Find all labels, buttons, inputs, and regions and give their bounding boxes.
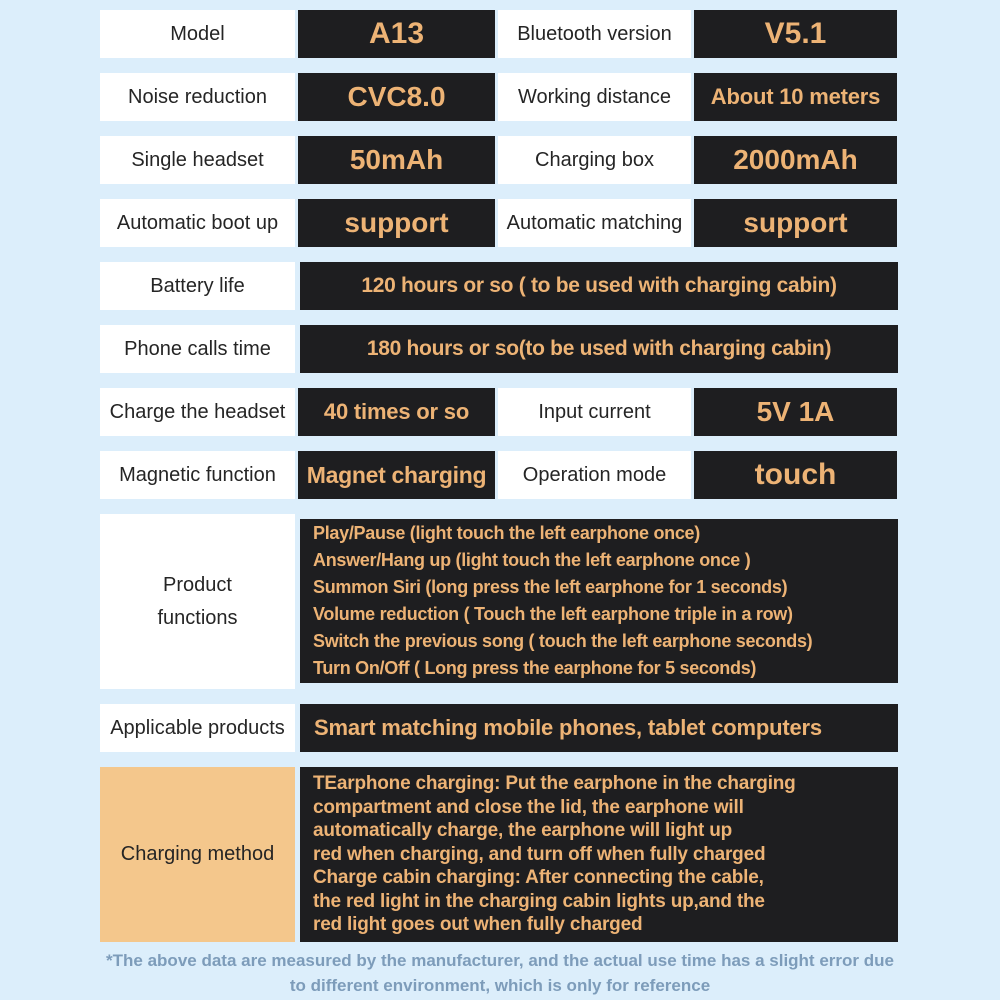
automatic-boot-up-label: Automatic boot up [100,199,295,247]
function-line: Answer/Hang up (light touch the left earphone once ) [313,550,751,570]
charging-method-value [300,767,898,942]
bluetooth-version-value: V5.1 [694,10,897,58]
automatic-boot-up-value: support [298,199,495,247]
spec-row-model [100,10,898,58]
function-line: Switch the previous song ( touch the left earphone seconds) [313,631,813,651]
noise-reduction-value: CVC8.0 [298,73,495,121]
spec-row-capacity [100,136,898,184]
product-functions-label-line1: Product [163,573,232,596]
charge-the-headset-label: Charge the headset [100,388,295,436]
charging-line: the red light in the charging cabin lights up,and the [313,890,765,912]
spec-row-automatic [100,199,898,247]
input-current-value: 5V 1A [694,388,897,436]
product-functions-label-line2: functions [157,606,238,629]
model-value: A13 [298,10,495,58]
charging-line: red when charging, and turn off when fully charged [313,843,766,865]
spec-row-magnetic-operation [100,451,898,499]
product-functions-value [300,519,898,683]
spec-table [100,10,898,942]
single-headset-label: Single headset [100,136,295,184]
function-line: Volume reduction ( Touch the left earphone triple in a row) [313,604,793,624]
phone-calls-time-label: Phone calls time [100,325,295,373]
automatic-matching-label: Automatic matching [498,199,691,247]
applicable-products-label: Applicable products [100,704,295,752]
spec-row-applicable-products [100,704,898,752]
charging-box-value: 2000mAh [694,136,897,184]
charging-line: automatically charge, the earphone will light up [313,820,733,842]
magnetic-function-value: Magnet charging [298,451,495,499]
operation-mode-value: touch [694,451,897,499]
single-headset-value: 50mAh [298,136,495,184]
footnote-line-1: *The above data are measured by the manufacturer, and the actual use time has a slight error due [106,951,894,970]
battery-life-value: 120 hours or so ( to be used with charging cabin) [300,262,898,310]
footnote-line-2: to different environment, which is only for reference [289,976,711,995]
charging-line: TEarphone charging: Put the earphone in the charging [313,773,796,795]
footnote [0,948,1000,998]
product-functions-label [100,514,295,689]
charging-box-label: Charging box [498,136,691,184]
battery-life-label: Battery life [100,262,295,310]
phone-calls-time-value: 180 hours or so(to be used with charging cabin) [300,325,898,373]
spec-row-noise [100,73,898,121]
input-current-label: Input current [498,388,691,436]
charging-line: compartment and close the lid, the earphone will [313,796,744,818]
bluetooth-version-label: Bluetooth version [498,10,691,58]
charging-line: red light goes out when fully charged [313,914,643,936]
charging-method-label: Charging method [100,767,295,942]
spec-row-phone-calls [100,325,898,373]
applicable-products-value: Smart matching mobile phones, tablet computers [300,704,898,752]
spec-row-charging-method [100,767,898,942]
spec-row-charge-input [100,388,898,436]
charging-line: Charge cabin charging: After connecting the cable, [313,867,764,889]
charge-the-headset-value: 40 times or so [298,388,495,436]
automatic-matching-value: support [694,199,897,247]
working-distance-value: About 10 meters [694,73,897,121]
function-line: Summon Siri (long press the left earphone for 1 seconds) [313,577,788,597]
function-line: Turn On/Off ( Long press the earphone for 5 seconds) [313,658,757,678]
spec-row-product-functions [100,514,898,689]
magnetic-function-label: Magnetic function [100,451,295,499]
spec-row-battery-life [100,262,898,310]
working-distance-label: Working distance [498,73,691,121]
noise-reduction-label: Noise reduction [100,73,295,121]
operation-mode-label: Operation mode [498,451,691,499]
function-line: Play/Pause (light touch the left earphone once) [313,523,700,543]
model-label: Model [100,10,295,58]
